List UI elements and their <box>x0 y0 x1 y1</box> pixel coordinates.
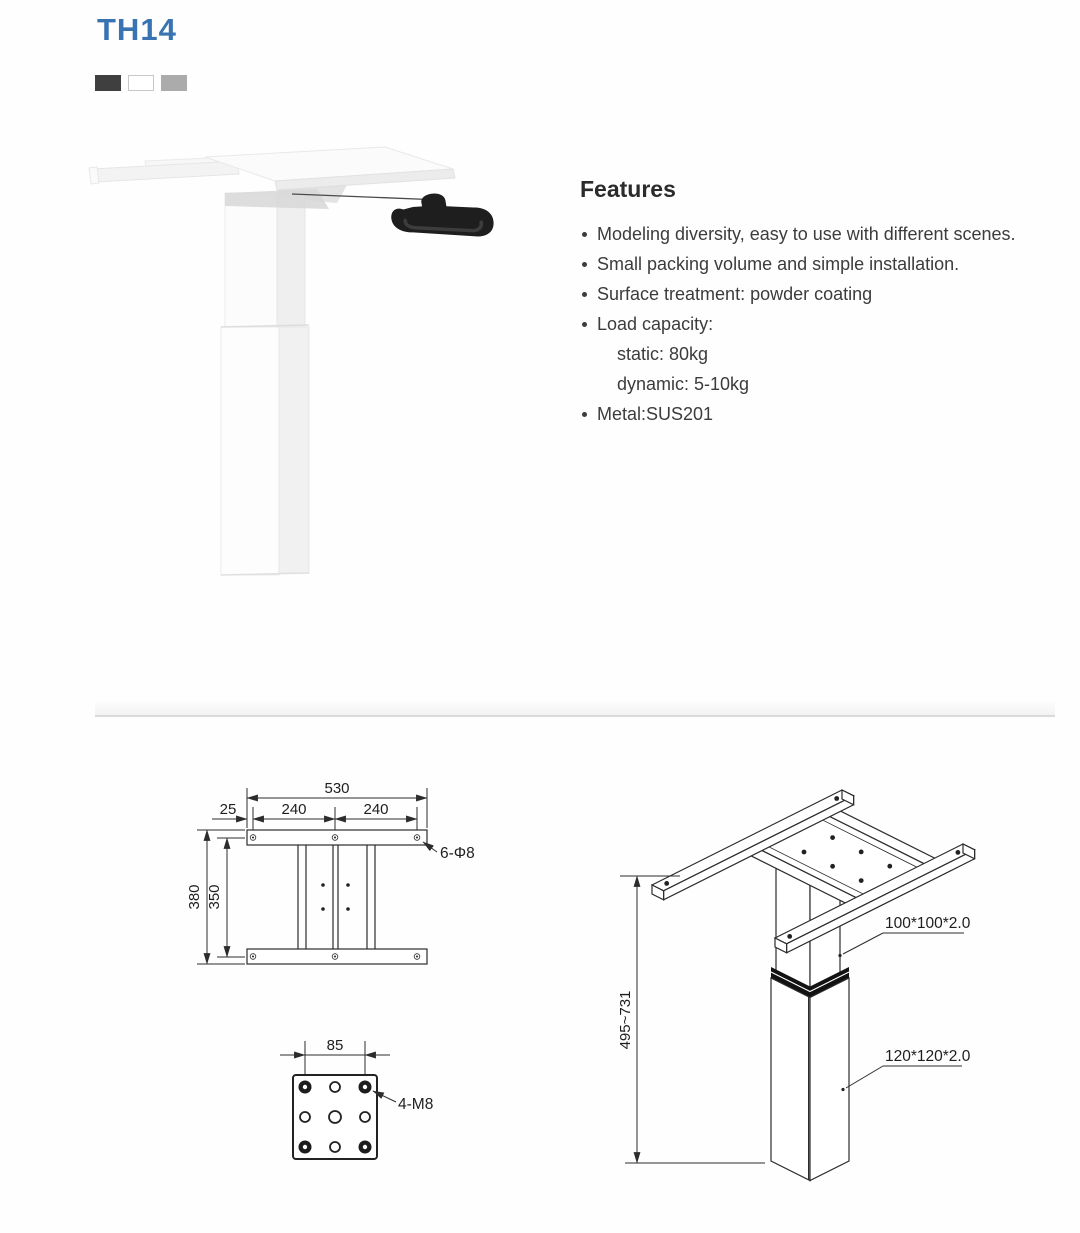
color-swatch-gray[interactable] <box>161 75 187 91</box>
features-heading: Features <box>580 176 676 202</box>
iso-upper-callout <box>838 915 970 957</box>
product-photo <box>85 145 535 605</box>
color-swatch-row <box>95 75 187 91</box>
dim-total-depth: 380 <box>186 884 203 910</box>
drawing-top-view <box>185 772 485 992</box>
feature-subitem: dynamic: 5-10kg <box>617 374 750 394</box>
page-title: TH14 <box>97 12 177 47</box>
dim-hole-spacing: 85 <box>326 1037 344 1054</box>
upper-tube-callout: 100*100*2.0 <box>885 915 971 932</box>
feature-item: Surface treatment: powder coating <box>580 279 1060 309</box>
bottom-rail-bar <box>247 949 427 964</box>
feature-item: Small packing volume and simple installation. <box>580 249 1060 279</box>
dim-hole-pitch-left: 240 <box>281 801 307 818</box>
cross-rails <box>298 845 375 949</box>
color-swatch-black[interactable] <box>95 75 121 91</box>
feature-item: Load capacity: <box>580 309 1060 339</box>
top-rail-bar <box>247 830 427 845</box>
dim-hole-pitch-right: 240 <box>363 801 389 818</box>
feature-item: Modeling diversity, easy to use with different scenes. <box>580 219 1060 249</box>
section-divider <box>95 700 1055 717</box>
photo-lower-column <box>221 325 309 575</box>
photo-hand-controller <box>389 187 497 245</box>
dim-height-range: 495~731 <box>617 990 634 1050</box>
drawing-isometric <box>600 770 1080 1215</box>
dim-inner-depth: 350 <box>206 884 223 910</box>
iso-platform <box>742 807 955 914</box>
dim-total-width: 530 <box>324 780 350 797</box>
color-swatch-white[interactable] <box>128 75 154 91</box>
thread-callout: 4-M8 <box>398 1096 434 1113</box>
dim-edge-offset: 25 <box>219 801 237 818</box>
mounting-holes <box>250 835 420 960</box>
feature-item: Metal:SUS201 <box>580 399 1060 429</box>
features-section <box>580 176 1060 429</box>
photo-upper-column <box>225 189 329 330</box>
center-holes <box>321 883 350 911</box>
hole-callout: 6-Φ8 <box>440 845 475 862</box>
features-list <box>580 219 1060 429</box>
iso-lower-callout <box>841 1048 970 1091</box>
drawing-base-plate <box>250 1035 460 1195</box>
lower-tube-callout: 120*120*2.0 <box>885 1048 971 1065</box>
iso-height-dim <box>617 876 765 1163</box>
feature-subitem: static: 80kg <box>617 344 709 364</box>
